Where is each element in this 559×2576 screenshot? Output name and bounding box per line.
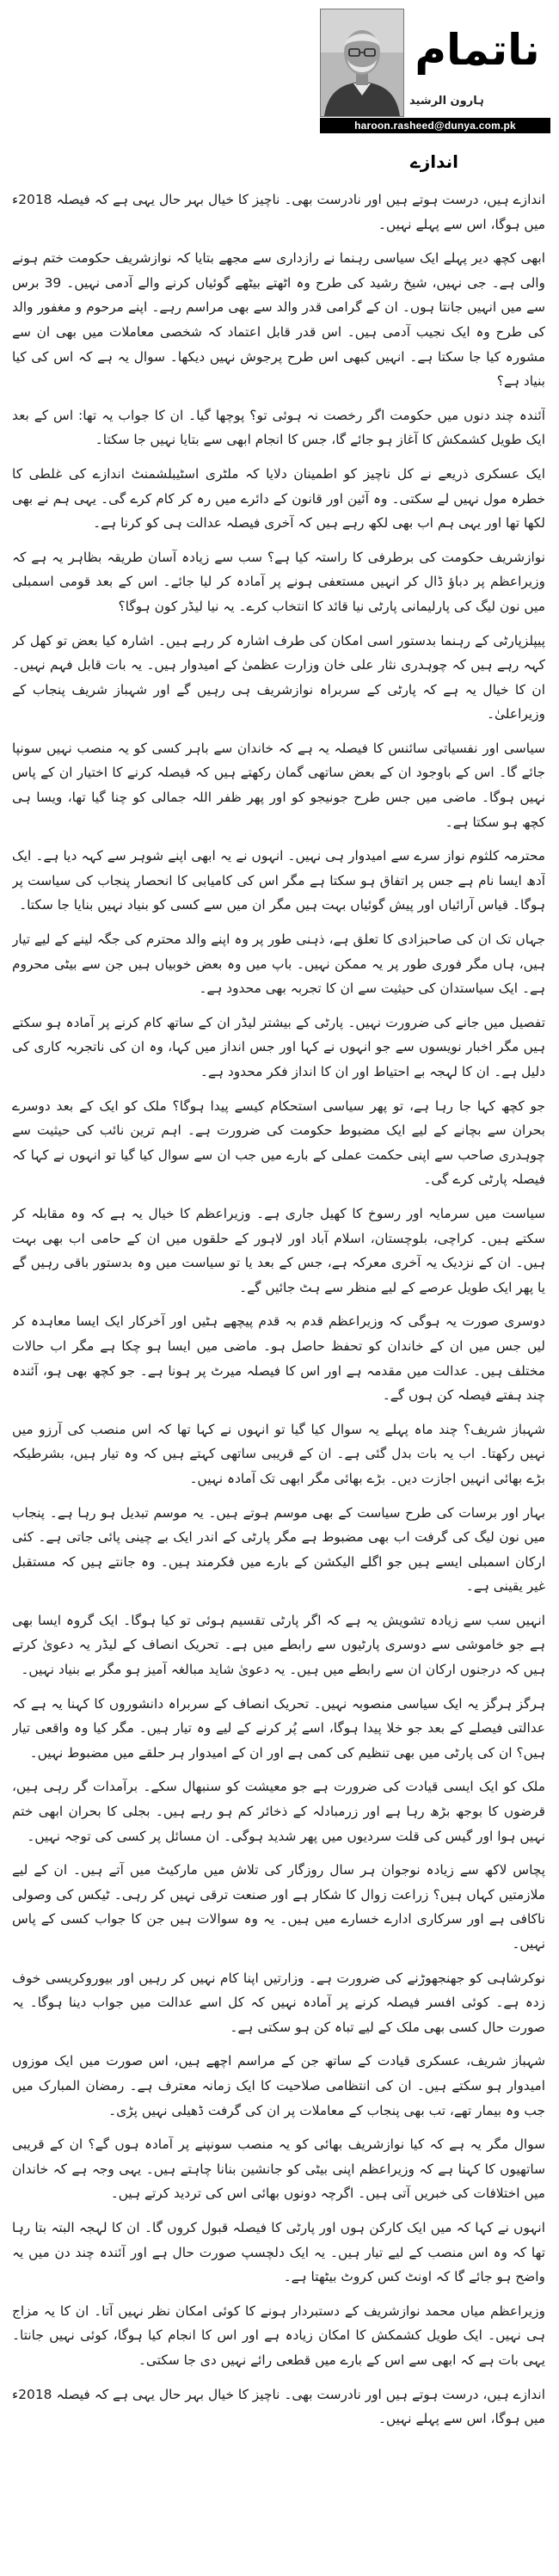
article-paragraph: ابھی کچھ دیر پہلے ایک سیاسی رہنما نے رازداری سے مجھے بتایا کہ نوازشریف حکومت ختم ہونے والی ہے۔ جی نہیں، شیخ رشید کی طرح وہ اٹھتے بیٹھے گوئیاں کرنے والے آدمی نہیں۔ 39 برس سے میں انہیں جانتا ہوں۔ ان کے گرامی قدر والد سے بھی مراسم رہے۔ اپنے مرحوم و مغفور والد کی طرح وہ ایک نجیب آدمی ہیں۔ اس قدر قابل اعتماد کہ شخصی معاملات میں بھی ان سے مشورہ کیا جا سکتا ہے۔ انہیں کبھی اس طرح پرجوش نہیں دیکھا۔ سوال یہ ہے کہ اس کی کیا بنیاد ہے؟ — [12, 250, 545, 390]
article-paragraph: جو کچھ کہا جا رہا ہے، تو پھر سیاسی استحکام کیسے پیدا ہوگا؟ ملک کو ایک کے بعد دوسرے بحران سے بچانے کے لیے ایک مضبوط حکومت کی ضرورت ہے۔ اہم ترین نائب کی حیثیت سے چوہدری صاحب سے اپنی حکمت عملی کے بارے میں جب ان سے سوال کیا گیا تو انہوں نے کہا کہ فیصلہ پارٹی کرے گی۔ — [12, 1097, 545, 1188]
article-paragraph: شہباز شریف، عسکری قیادت کے ساتھ جن کے مراسم اچھے ہیں، اس صورت میں ایک موزوں امیدوار ہو سکتے ہیں۔ ان کی انتظامی صلاحیت کا ایک زمانہ معترف ہے۔ رمضان المبارک میں جب وہ بیمار تھے، تب بھی پنجاب کے معاملات پر ان کی گرفت ڈھیلی نہیں پڑی۔ — [12, 2053, 545, 2118]
author-name: ہارون الرشید — [409, 95, 484, 108]
article-paragraph: پچاس لاکھ سے زیادہ نوجوان ہر سال روزگار کی تلاش میں مارکیٹ میں آتے ہیں۔ ان کے لیے ملازمتیں کہاں ہیں؟ زراعت زوال کا شکار ہے اور صنعت ترقی نہیں کر رہی۔ ٹیکس کی وصولی ناکافی ہے اور سرکاری ادارے خسارے میں ہیں۔ یہ وہ سوالات ہیں جن کا جواب کسی کے پاس نہیں۔ — [12, 1862, 545, 1952]
column-masthead — [320, 9, 550, 138]
article-paragraph: انہوں نے کہا کہ میں ایک کارکن ہوں اور پارٹی کا فیصلہ قبول کروں گا۔ ان کا لہجہ البتہ بتا رہا تھا کہ وہ اس منصب کے لیے تیار ہیں۔ یہ ایک دلچسپ صورت حال ہے اور آئندہ چند دن میں یہ واضح ہو جائے گا کہ اونٹ کس کروٹ بیٹھتا ہے۔ — [12, 2219, 545, 2285]
author-email: haroon.rasheed@dunya.com.pk — [320, 118, 550, 133]
article-paragraph: شہباز شریف؟ چند ماہ پہلے یہ سوال کیا گیا تو انہوں نے کہا تھا کہ اس منصب کی آرزو میں نہیں رکھتا۔ اب یہ بات بدل گئی ہے۔ ان کے قریبی ساتھی کہتے ہیں کہ وہ تیار ہیں، بشرطیکہ بڑے بھائی انہیں اجازت دیں۔ بڑے بھائی مگر ابھی تک آمادہ نہیں۔ — [12, 1421, 545, 1486]
article-paragraph: ملک کو ایک ایسی قیادت کی ضرورت ہے جو معیشت کو سنبھال سکے۔ برآمدات گر رہی ہیں، قرضوں کا بوجھ بڑھ رہا ہے اور زرمبادلہ کے ذخائر کم ہو رہے ہیں۔ بجلی کا بحران ابھی ختم نہیں ہوا اور گیس کی قلت سردیوں میں پھر شدید ہوگی۔ ان مسائل پر کسی کی توجہ نہیں۔ — [12, 1779, 545, 1844]
article-body — [12, 188, 545, 2561]
author-photo — [320, 9, 404, 117]
article-headline: اندازے — [409, 151, 458, 172]
article-paragraph: اندازے ہیں، درست ہوتے ہیں اور نادرست بھی۔ ناچیز کا خیال بہر حال یہی ہے کہ فیصلہ 2018ء میں ہوگا، اس سے پہلے نہیں۔ — [12, 192, 545, 232]
article-paragraph: سیاسی اور نفسیاتی سائنس کا فیصلہ یہ ہے کہ خاندان سے باہر کسی کو یہ منصب نہیں سونپا جائے گا۔ اس کے باوجود ان کے بعض ساتھی گمان رکھتے ہیں کہ فیصلہ کرنے کا اختیار ان کے پاس نہیں ہوگا۔ ماضی میں جس طرح جونیجو کو اور پھر ظفر اللہ جمالی کو چنا گیا تھا، ویسا ہی کچھ ہو سکتا ہے۔ — [12, 740, 545, 830]
column-title: ناتمام — [415, 25, 540, 75]
article-paragraph: انہیں سب سے زیادہ تشویش یہ ہے کہ اگر پارٹی تقسیم ہوئی تو کیا ہوگا۔ ایک گروہ ایسا بھی ہے جو خاموشی سے دوسری پارٹیوں سے رابطے میں ہے۔ تحریک انصاف کے لیڈر یہ دعویٰ کرتے ہیں کہ درجنوں ارکان ان سے رابطے میں ہیں۔ یہ دعویٰ شاید مبالغہ آمیز ہو مگر بے بنیاد نہیں۔ — [12, 1612, 545, 1678]
article-paragraph: جہاں تک ان کی صاحبزادی کا تعلق ہے، ذہنی طور پر وہ اپنے والد محترم کی جگہ لینے کے لیے تیار ہیں، ہاں مگر فوری طور پر یہ ممکن نہیں۔ باپ میں وہ بعض خوبیاں ہیں جن سے بیٹی محروم ہے۔ ایک سیاستدان کی حیثیت سے ان کا تجربہ بھی محدود ہے۔ — [12, 931, 545, 997]
article-paragraph: وزیراعظم میاں محمد نوازشریف کے دستبردار ہونے کا کوئی امکان نظر نہیں آتا۔ ان کا یہ مزاج ہی نہیں۔ ایک طویل کشمکش کا امکان زیادہ ہے اور اس کا انجام کیا ہوگا، کوئی نہیں جانتا۔ یہی بات ہے کہ ابھی سے اس کے بارے میں قطعی رائے نہیں دی جا سکتی۔ — [12, 2302, 545, 2368]
article-paragraph: تفصیل میں جانے کی ضرورت نہیں۔ پارٹی کے بیشتر لیڈر ان کے ساتھ کام کرنے پر آمادہ ہو سکتے ہیں مگر اخبار نویسوں سے جو انہوں نے کہا اور جس انداز میں کہا، وہ ان کی ناتجربہ کاری کی دلیل ہے۔ ان کا لہجہ بے احتیاط اور ان کا انداز فکر محدود ہے۔ — [12, 1014, 545, 1079]
article-paragraph: محترمہ کلثوم نواز سرے سے امیدوار ہی نہیں۔ انہوں نے یہ ابھی اپنے شوہر سے کہہ دیا ہے۔ ایک آدھ ایسا نام ہے جس پر اتفاق ہو سکتا ہے مگر اس کی کامیابی کا انحصار پنجاب کی سیاست پر ہوگا۔ قیاس آرائیاں اور پیش گوئیاں بہت ہیں مگر ان میں سے کسی کو بنیاد نہیں بنایا جا سکتا۔ — [12, 848, 545, 913]
article-paragraph: ہرگز ہرگز یہ ایک سیاسی منصوبہ نہیں۔ تحریک انصاف کے سربراہ دانشوروں کا کہنا یہ ہے کہ عدالتی فیصلے کے بعد جو خلا پیدا ہوگا، اسے پُر کرنے کے لیے وہ تیار ہیں۔ مگر کیا وہ واقعی تیار ہیں؟ ان کی پارٹی میں بھی تنظیم کی کمی ہے اور ان کے امیدوار ہر حلقے میں مضبوط نہیں۔ — [12, 1695, 545, 1761]
article-paragraph: بہار اور برسات کی طرح سیاست کے بھی موسم ہوتے ہیں۔ یہ موسم تبدیل ہو رہا ہے۔ پنجاب میں نون لیگ کی گرفت اب بھی مضبوط ہے مگر پارٹی کے اندر ایک بے چینی پائی جاتی ہے۔ کئی ارکان اسمبلی ایسے ہیں جو اگلے الیکشن کے بارے میں فکرمند ہیں۔ وہ جانتے ہیں کہ مستقبل غیر یقینی ہے۔ — [12, 1504, 545, 1595]
article-paragraph: سوال مگر یہ ہے کہ کیا نوازشریف بھائی کو یہ منصب سونپنے پر آمادہ ہوں گے؟ ان کے قریبی ساتھیوں کا کہنا ہے کہ وزیراعظم اپنی بیٹی کو جانشین بنانا چاہتے ہیں۔ یہی وجہ ہے کہ خاندان میں اختلافات کی خبریں آتی ہیں۔ اگرچہ دونوں بھائی اس کی تردید کرتے ہیں۔ — [12, 2136, 545, 2202]
article-paragraph: نوکرشاہی کو جھنجھوڑنے کی ضرورت ہے۔ وزارتیں اپنا کام نہیں کر رہیں اور بیوروکریسی خوف زدہ ہے۔ کوئی افسر فیصلہ کرنے پر آمادہ نہیں کہ کل اسے عدالت میں جواب دینا ہوگا۔ یہ صورت حال کسی بھی ملک کے لیے تباہ کن ہو سکتی ہے۔ — [12, 1970, 545, 2035]
article-paragraph: دوسری صورت یہ ہوگی کہ وزیراعظم قدم بہ قدم پیچھے ہٹیں اور آخرکار ایک ایسا معاہدہ کر لیں جس میں ان کے خاندان کو تحفظ حاصل ہو۔ ماضی میں ایسا ہو چکا ہے مگر اب حالات مختلف ہیں۔ عدالت میں مقدمہ ہے اور اس کا فیصلہ میرٹ پر ہونا ہے۔ جو کچھ بھی ہو، آئندہ چند ہفتے فیصلہ کن ہوں گے۔ — [12, 1313, 545, 1404]
article-paragraph: پیپلزپارٹی کے رہنما بدستور اسی امکان کی طرف اشارہ کر رہے ہیں۔ اشارہ کیا بعض تو کھل کر کہہ رہے ہیں کہ چوہدری نثار علی خان وزارت عظمیٰ کے امیدوار ہیں۔ یہ بات قابل فہم نہیں۔ ان کا خیال یہ ہے کہ پارٹی کے سربراہ نوازشریف ہی رہیں گے اور شہباز شریف پنجاب کے وزیراعلیٰ۔ — [12, 632, 545, 722]
article-paragraph: نوازشریف حکومت کی برطرفی کا راستہ کیا ہے؟ سب سے زیادہ آسان طریقہ بظاہر یہ ہے کہ وزیراعظم پر دباؤ ڈال کر انہیں مستعفی ہونے پر آمادہ کر لیا جائے۔ اس کے بعد قومی اسمبلی میں نون لیگ کی پارلیمانی پارٹی نیا قائد کا انتخاب کرے۔ یہ نیا لیڈر کون ہوگا؟ — [12, 549, 545, 614]
article-paragraph: سیاست میں سرمایہ اور رسوخ کا کھیل جاری ہے۔ وزیراعظم کا خیال یہ ہے کہ وہ مقابلہ کر سکتے ہیں۔ کراچی، بلوچستان، اسلام آباد اور لاہور کے حلقوں میں ان کے حامی اب بھی بہت ہیں۔ ان کے نزدیک یہ آخری معرکہ ہے، جس کے بعد یا تو سیاست میں وہ بدستور باقی رہیں گے یا پھر ایک طویل عرصے کے لیے منظر سے ہٹ جائیں گے۔ — [12, 1205, 545, 1295]
article-paragraph: آئندہ چند دنوں میں حکومت اگر رخصت نہ ہوئی تو؟ پوچھا گیا۔ ان کا جواب یہ تھا: اس کے بعد ایک طویل کشمکش کا آغاز ہو جائے گا، جس کا انجام ابھی سے بتایا نہیں جا سکتا۔ — [12, 407, 545, 448]
article-paragraph: اندازے ہیں، درست ہوتے ہیں اور نادرست بھی۔ ناچیز کا خیال بہر حال یہی ہے کہ فیصلہ 2018ء میں ہوگا، اس سے پہلے نہیں۔ — [12, 2386, 545, 2427]
column-title-box — [404, 9, 550, 91]
article-paragraph: ایک عسکری ذریعے نے کل ناچیز کو اطمینان دلایا کہ ملٹری اسٹیبلشمنٹ اندازے کی غلطی کا خطرہ مول نہیں لے سکتی۔ وہ آئین اور قانون کے دائرے میں رہ کر کام کرے گی۔ یہی ہم نے بھی لکھا تھا اور یہی ہم اب بھی لکھ رہے ہیں کہ آخری فیصلہ عدالت ہی کو کرنا ہے۔ — [12, 465, 545, 532]
